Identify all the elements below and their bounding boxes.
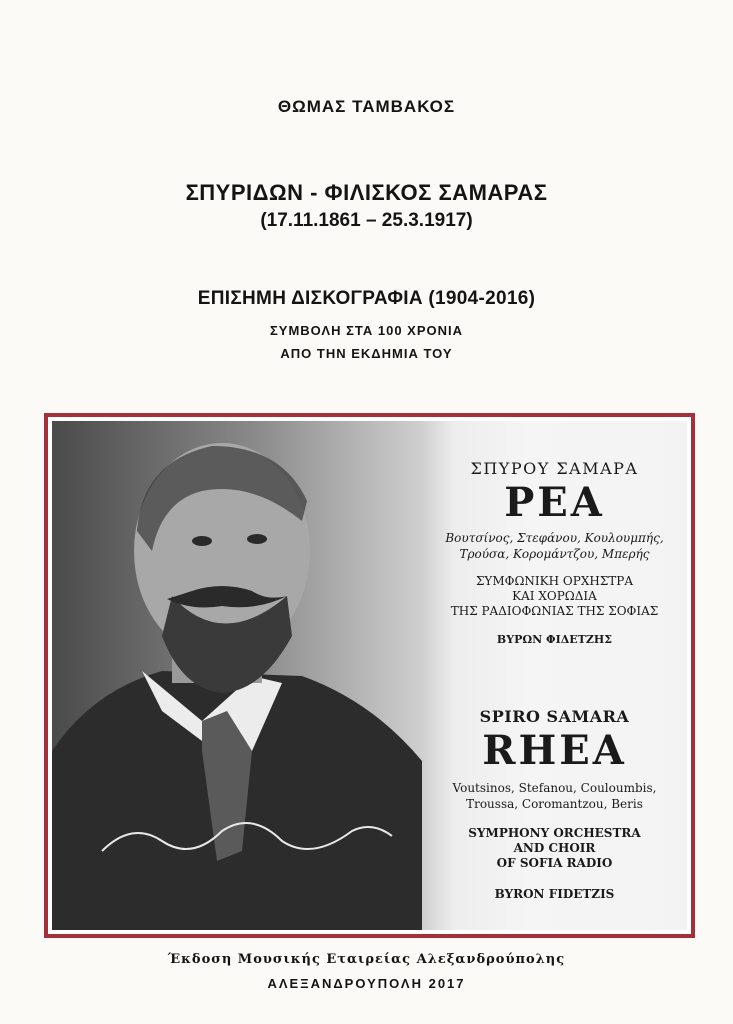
album-english-orchestra-line-2: AND CHOIR — [513, 841, 596, 855]
album-greek-title: ΡΕΑ — [504, 479, 605, 526]
album-english-conductor: BYRON FIDETZIS — [494, 887, 615, 901]
album-greek-cast-line-2: Τρούσα, Κορομάντζου, Μπερής — [459, 547, 650, 561]
cover-image-frame — [44, 413, 695, 938]
portrait-photo — [52, 421, 422, 930]
album-greek-composer: ΣΠΥΡΟΥ ΣΑΜΑΡΑ — [470, 459, 639, 478]
publisher-line: Έκδοση Μουσικής Εταιρείας Αλεξανδρούπολης — [167, 952, 566, 967]
album-english-orchestra-line-3: OF SOFIA RADIO — [496, 856, 613, 870]
album-cover — [422, 421, 687, 930]
tagline-line-1: ΣΥΜΒΟΛΗ ΣΤΑ 100 ΧΡΟΝΙΑ — [269, 323, 464, 338]
album-greek-orchestra-line-1: ΣΥΜΦΩΝΙΚΗ ΟΡΧΗΣΤΡΑ — [475, 574, 634, 588]
album-english-cast-line-1: Voutsinos, Stefanou, Couloumbis, — [452, 781, 657, 795]
tagline-line-2: ΑΠΟ ΤΗΝ ΕΚΔΗΜΙΑ ΤΟΥ — [280, 346, 453, 361]
album-english-orchestra-line-1: SYMPHONY ORCHESTRA — [468, 826, 641, 840]
album-greek-cast-line-1: Βουτσίνος, Στεφάνου, Κουλουμπής, — [445, 531, 664, 545]
life-dates: (17.11.1861 – 25.3.1917) — [260, 210, 473, 231]
album-english-cast-line-2: Troussa, Coromantzou, Beris — [466, 797, 643, 811]
book-subtitle: ΕΠΙΣΗΜΗ ΔΙΣΚΟΓΡΑΦΙΑ (1904-2016) — [197, 288, 536, 309]
album-greek-orchestra-line-3: ΤΗΣ ΡΑΔΙΟΦΩΝΙΑΣ ΤΗΣ ΣΟΦΙΑΣ — [450, 604, 659, 618]
album-english-title: RHEA — [482, 727, 627, 774]
album-greek-orchestra-line-2: ΚΑΙ ΧΟΡΩΔΙΑ — [512, 589, 597, 603]
book-title: ΣΠΥΡΙΔΩΝ - ΦΙΛΙΣΚΟΣ ΣΑΜΑΡΑΣ — [185, 180, 548, 205]
author-name: ΘΩΜΑΣ ΤΑΜΒΑΚΟΣ — [277, 97, 456, 116]
album-greek-conductor: ΒΥΡΩΝ ΦΙΔΕΤΖΗΣ — [496, 633, 613, 646]
album-english-composer: SPIRO SAMARA — [479, 707, 630, 726]
publication-place-year: ΑΛΕΞΑΝΔΡΟΥΠΟΛΗ 2017 — [267, 976, 466, 991]
